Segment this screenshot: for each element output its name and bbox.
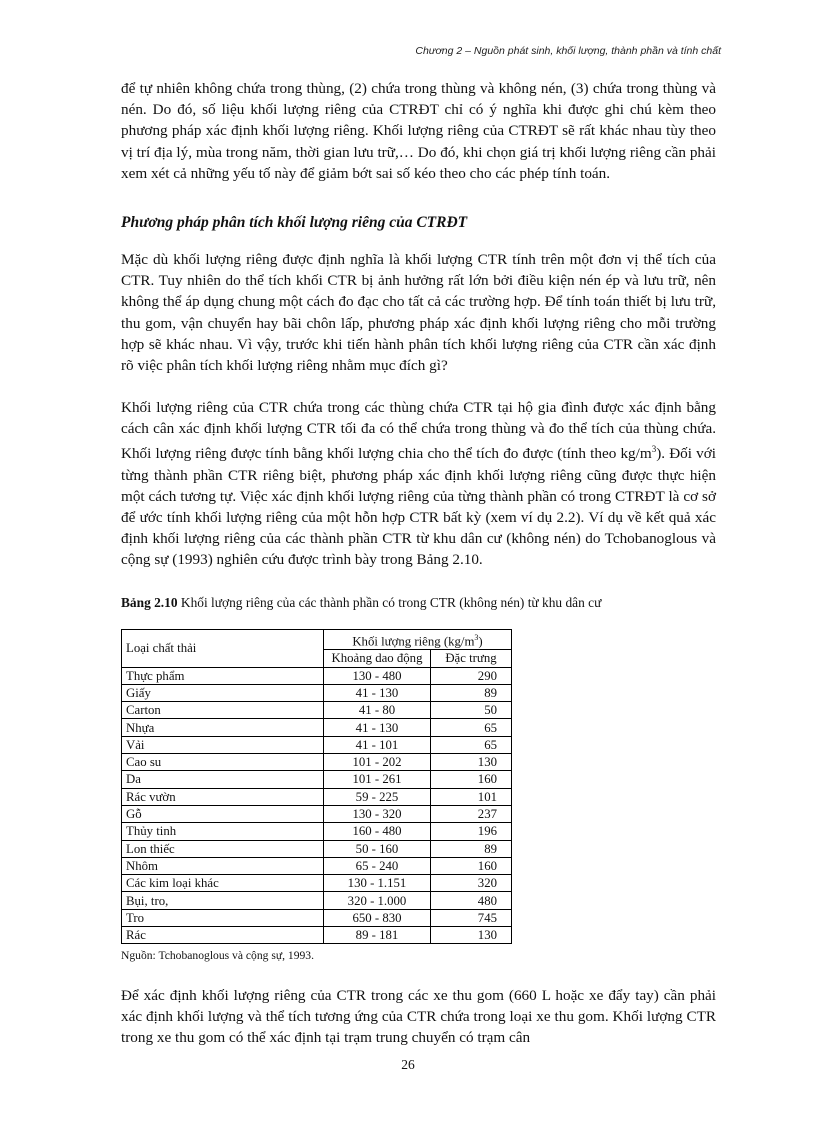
cell-range: 50 - 160 [324,840,431,857]
cell-waste-type: Thực phẩm [122,667,324,684]
header-density-close: ) [478,634,483,649]
cell-waste-type: Carton [122,702,324,719]
table-row [122,927,512,944]
cell-typical: 160 [431,857,512,874]
cell-typical: 130 [431,927,512,944]
paragraph-3 [121,397,716,571]
header-density-label: Khối lượng riêng (kg/m [352,634,475,649]
cell-typical: 65 [431,719,512,736]
cell-waste-type: Da [122,771,324,788]
table-caption-text: Khối lượng riêng của các thành phần có trong CTR (không nén) từ khu dân cư [177,595,602,610]
cell-waste-type: Các kim loại khác [122,875,324,892]
cell-range: 89 - 181 [324,927,431,944]
table-source: Nguồn: Tchobanoglous và cộng sự, 1993. [121,949,314,962]
table-row [122,857,512,874]
superscript: 3 [651,444,657,455]
paragraph-2: Mặc dù khối lượng riêng được định nghĩa là khối lượng CTR tính trên một đơn vị thể tích của CTR. Tuy nhiên do thể tích khối CTR bị ảnh hưởng rất lớn bởi điều kiện nén ép và lưu trữ, nên không thể áp dụng chung một cách đo đạc cho tất cả các trường hợp. Để tính toán thiết bị lưu trữ, thu gom, vận chuyển hay bãi chôn lấp, phương pháp xác định khối lượng riêng cho mỗi trường hợp sẽ khác nhau. Vì vậy, trước khi tiến hành phân tích khối lượng riêng của CTR cần xác định rõ việc phân tích khối lượng riêng nhằm mục đích gì? [121,251,716,375]
cell-typical: 745 [431,909,512,926]
table-row [122,840,512,857]
cell-waste-type: Rác [122,927,324,944]
cell-range: 65 - 240 [324,857,431,874]
table-body [122,667,512,944]
cell-range: 130 - 1.151 [324,875,431,892]
cell-typical: 196 [431,823,512,840]
table-row [122,702,512,719]
cell-range: 41 - 101 [324,736,431,753]
table-row [122,805,512,822]
running-header: Chương 2 – Nguồn phát sinh, khối lượng, thành phần và tính chất [415,45,721,57]
paragraph-3-part-2: ). Đối với từng thành phần CTR riêng biệt, phương pháp xác định khối lượng riêng cũng được thực hiện một cách tương tự. Việc xác định khối lượng riêng của từng thành phần có trong CTRĐT là cơ sở để ước tính khối lượng riêng của một hỗn hợp CTR bất kỳ (xem ví dụ 2.2). Ví dụ về kết quả xác định khối lượng riêng của các thành phần CTR từ khu dân cư (không nén) do Tchobanoglous và cộng sự (1993) nghiên cứu được trình bày trong Bảng 2.10. [121,445,716,569]
cell-range: 130 - 480 [324,667,431,684]
cell-waste-type: Bụi, tro, [122,892,324,909]
cell-range: 130 - 320 [324,805,431,822]
paragraph-4: Để xác định khối lượng riêng của CTR trong các xe thu gom (660 L hoặc xe đẩy tay) cần phải xác định khối lượng và thể tích tương ứng của CTR chứa trong loại xe thu gom. Khối lượng CTR trong xe thu gom có thể xác định tại trạm trung chuyển có trạm cân [121,987,716,1047]
cell-typical: 130 [431,754,512,771]
cell-typical: 237 [431,805,512,822]
cell-range: 41 - 80 [324,702,431,719]
cell-typical: 480 [431,892,512,909]
header-density-sup: 3 [474,633,479,642]
cell-typical: 320 [431,875,512,892]
table-row [122,771,512,788]
cell-typical: 290 [431,667,512,684]
table-row [122,892,512,909]
paragraph-1: để tự nhiên không chứa trong thùng, (2) chứa trong thùng và không nén, (3) chứa trong thùng và nén. Do đó, số liệu khối lượng riêng của CTRĐT chỉ có ý nghĩa khi được ghi chú kèm theo phương pháp xác định khối lượng riêng. Khối lượng riêng của CTRĐT sẽ rất khác nhau tùy theo vị trí địa lý, mùa trong năm, thời gian lưu trữ,… Do đó, khi chọn giá trị khối lượng riêng cần phải xem xét cả những yếu tố này để giảm bớt sai số kéo theo cho các phép tính toán. [121,80,716,182]
table-row [122,719,512,736]
cell-waste-type: Lon thiếc [122,840,324,857]
header-waste-type: Loại chất thải [122,630,324,668]
table-caption [121,595,601,611]
cell-range: 160 - 480 [324,823,431,840]
table-row [122,823,512,840]
cell-typical: 101 [431,788,512,805]
cell-range: 650 - 830 [324,909,431,926]
cell-waste-type: Giấy [122,684,324,701]
cell-range: 41 - 130 [324,719,431,736]
page-number: 26 [401,1057,415,1072]
table-row [122,684,512,701]
paragraph-3-part-1: Khối lượng riêng của CTR chứa trong các thùng chứa CTR tại hộ gia đình được xác định bằng cách cân xác định khối lượng CTR tối đa có thể chứa trong thùng và đo thể tích của thùng chứa. Khối lượng riêng được tính bằng khối lượng chia cho thể tích đo được (tính theo kg/m [121,399,716,463]
cell-waste-type: Rác vườn [122,788,324,805]
cell-typical: 89 [431,684,512,701]
table-row [122,754,512,771]
cell-waste-type: Vải [122,736,324,753]
cell-waste-type: Cao su [122,754,324,771]
cell-typical: 89 [431,840,512,857]
header-density-group [324,630,512,650]
density-table [121,629,512,944]
cell-range: 101 - 261 [324,771,431,788]
cell-range: 41 - 130 [324,684,431,701]
cell-typical: 50 [431,702,512,719]
table-row [122,909,512,926]
cell-range: 101 - 202 [324,754,431,771]
cell-waste-type: Thủy tinh [122,823,324,840]
cell-typical: 160 [431,771,512,788]
header-typical: Đặc trưng [431,650,512,667]
table-row [122,736,512,753]
cell-typical: 65 [431,736,512,753]
table-row [122,667,512,684]
table-row [122,875,512,892]
cell-waste-type: Nhôm [122,857,324,874]
section-heading: Phương pháp phân tích khối lượng riêng của CTRĐT [121,214,468,231]
cell-range: 59 - 225 [324,788,431,805]
cell-waste-type: Gỗ [122,805,324,822]
cell-range: 320 - 1.000 [324,892,431,909]
table-row [122,788,512,805]
cell-waste-type: Nhựa [122,719,324,736]
cell-waste-type: Tro [122,909,324,926]
header-range: Khoảng dao động [324,650,431,667]
table-caption-label: Bảng 2.10 [121,595,178,610]
